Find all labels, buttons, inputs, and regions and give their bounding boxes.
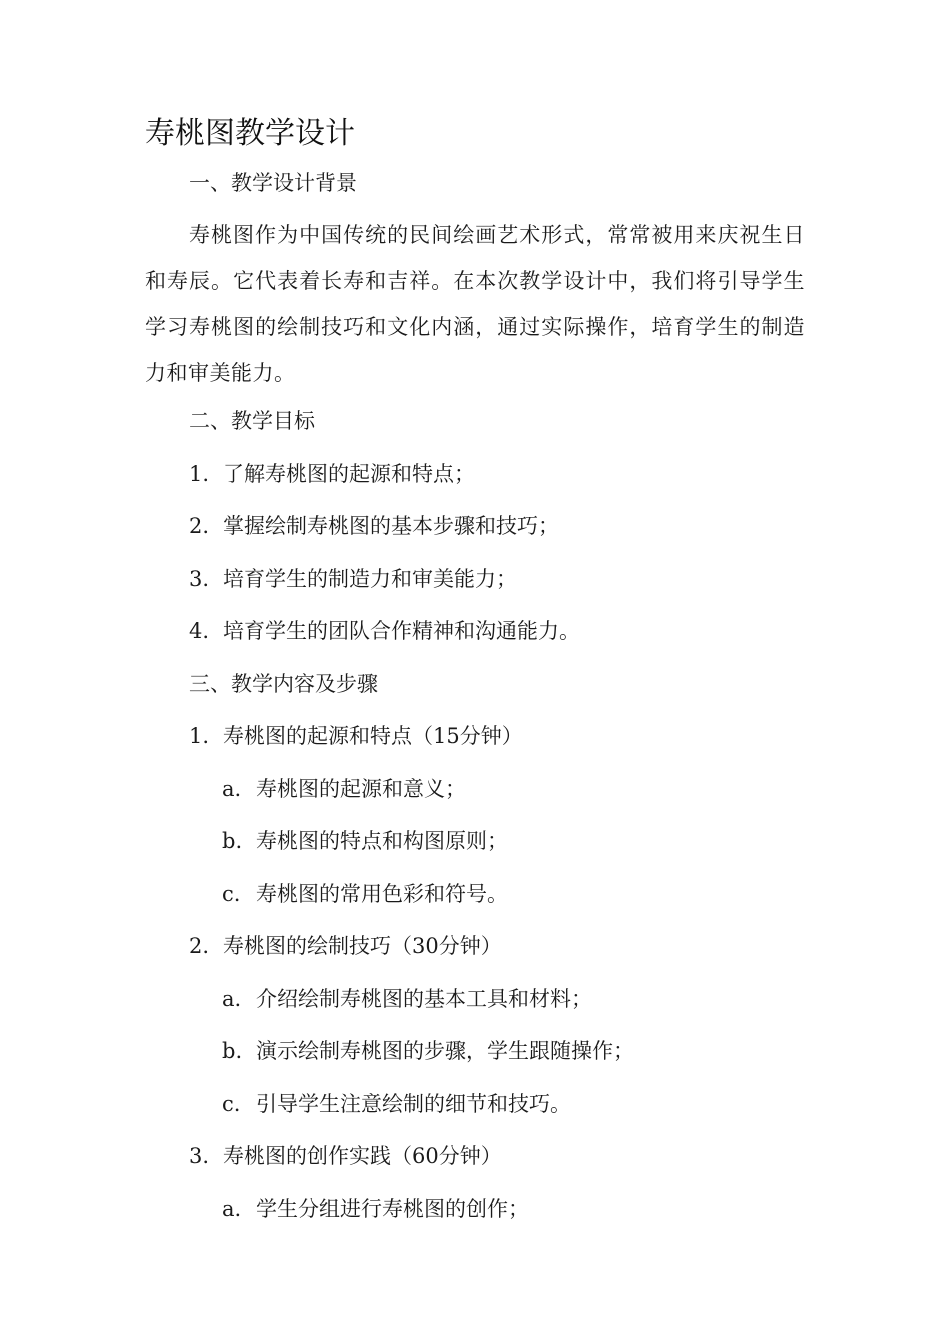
goal-item <box>189 564 517 594</box>
substep-text: 介绍绘制寿桃图的基本工具和材料； <box>256 987 592 1011</box>
substep-item <box>222 774 466 804</box>
goal-number: 1. <box>189 462 210 486</box>
substep-item <box>222 1194 529 1224</box>
substep-item <box>222 1089 571 1119</box>
step-number: 2. <box>189 934 210 958</box>
substep-letter: b. <box>222 1039 243 1063</box>
substep-letter: c. <box>222 882 241 906</box>
step-item <box>189 931 502 961</box>
step-text: 寿桃图的创作实践（60分钟） <box>223 1144 502 1168</box>
goal-number: 3. <box>189 567 210 591</box>
step-text: 寿桃图的起源和特点（15分钟） <box>223 724 523 748</box>
section-heading-content: 三、教学内容及步骤 <box>189 672 378 696</box>
goal-item <box>189 511 559 541</box>
substep-letter: a. <box>222 777 242 801</box>
substep-text: 寿桃图的常用色彩和符号。 <box>256 882 508 906</box>
section-heading-goals: 二、教学目标 <box>189 409 315 433</box>
background-paragraph: 寿桃图作为中国传统的民间绘画艺术形式，常常被用来庆祝生日和寿辰。它代表着长寿和吉祥。在本次教学设计中，我们将引导学生学习寿桃图的绘制技巧和文化内涵，通过实际操作，培育学生的制造力和审美能力。 <box>145 223 805 385</box>
step-item <box>189 1141 502 1171</box>
step-item <box>189 721 523 751</box>
step-number: 3. <box>189 1144 210 1168</box>
goal-text: 培育学生的制造力和审美能力； <box>223 567 517 591</box>
goal-text: 了解寿桃图的起源和特点； <box>223 462 475 486</box>
substep-text: 演示绘制寿桃图的步骤，学生跟随操作； <box>256 1039 634 1063</box>
substep-letter: a. <box>222 987 242 1011</box>
substep-text: 学生分组进行寿桃图的创作； <box>256 1197 529 1221</box>
goal-number: 2. <box>189 514 210 538</box>
step-number: 1. <box>189 724 210 748</box>
goal-number: 4. <box>189 619 210 643</box>
substep-letter: c. <box>222 1092 241 1116</box>
substep-item <box>222 1036 634 1066</box>
goal-text: 培育学生的团队合作精神和沟通能力。 <box>223 619 580 643</box>
substep-letter: a. <box>222 1197 242 1221</box>
substep-text: 引导学生注意绘制的细节和技巧。 <box>256 1092 571 1116</box>
goal-item <box>189 616 580 646</box>
goal-text: 掌握绘制寿桃图的基本步骤和技巧； <box>223 514 559 538</box>
step-text: 寿桃图的绘制技巧（30分钟） <box>223 934 502 958</box>
substep-text: 寿桃图的起源和意义； <box>256 777 466 801</box>
substep-item <box>222 879 508 909</box>
page-title: 寿桃图教学设计 <box>145 116 355 151</box>
section-heading-background: 一、教学设计背景 <box>189 171 357 195</box>
substep-text: 寿桃图的特点和构图原则； <box>256 829 508 853</box>
goal-item <box>189 459 475 489</box>
substep-item <box>222 984 592 1014</box>
substep-item <box>222 826 508 856</box>
substep-letter: b. <box>222 829 243 853</box>
